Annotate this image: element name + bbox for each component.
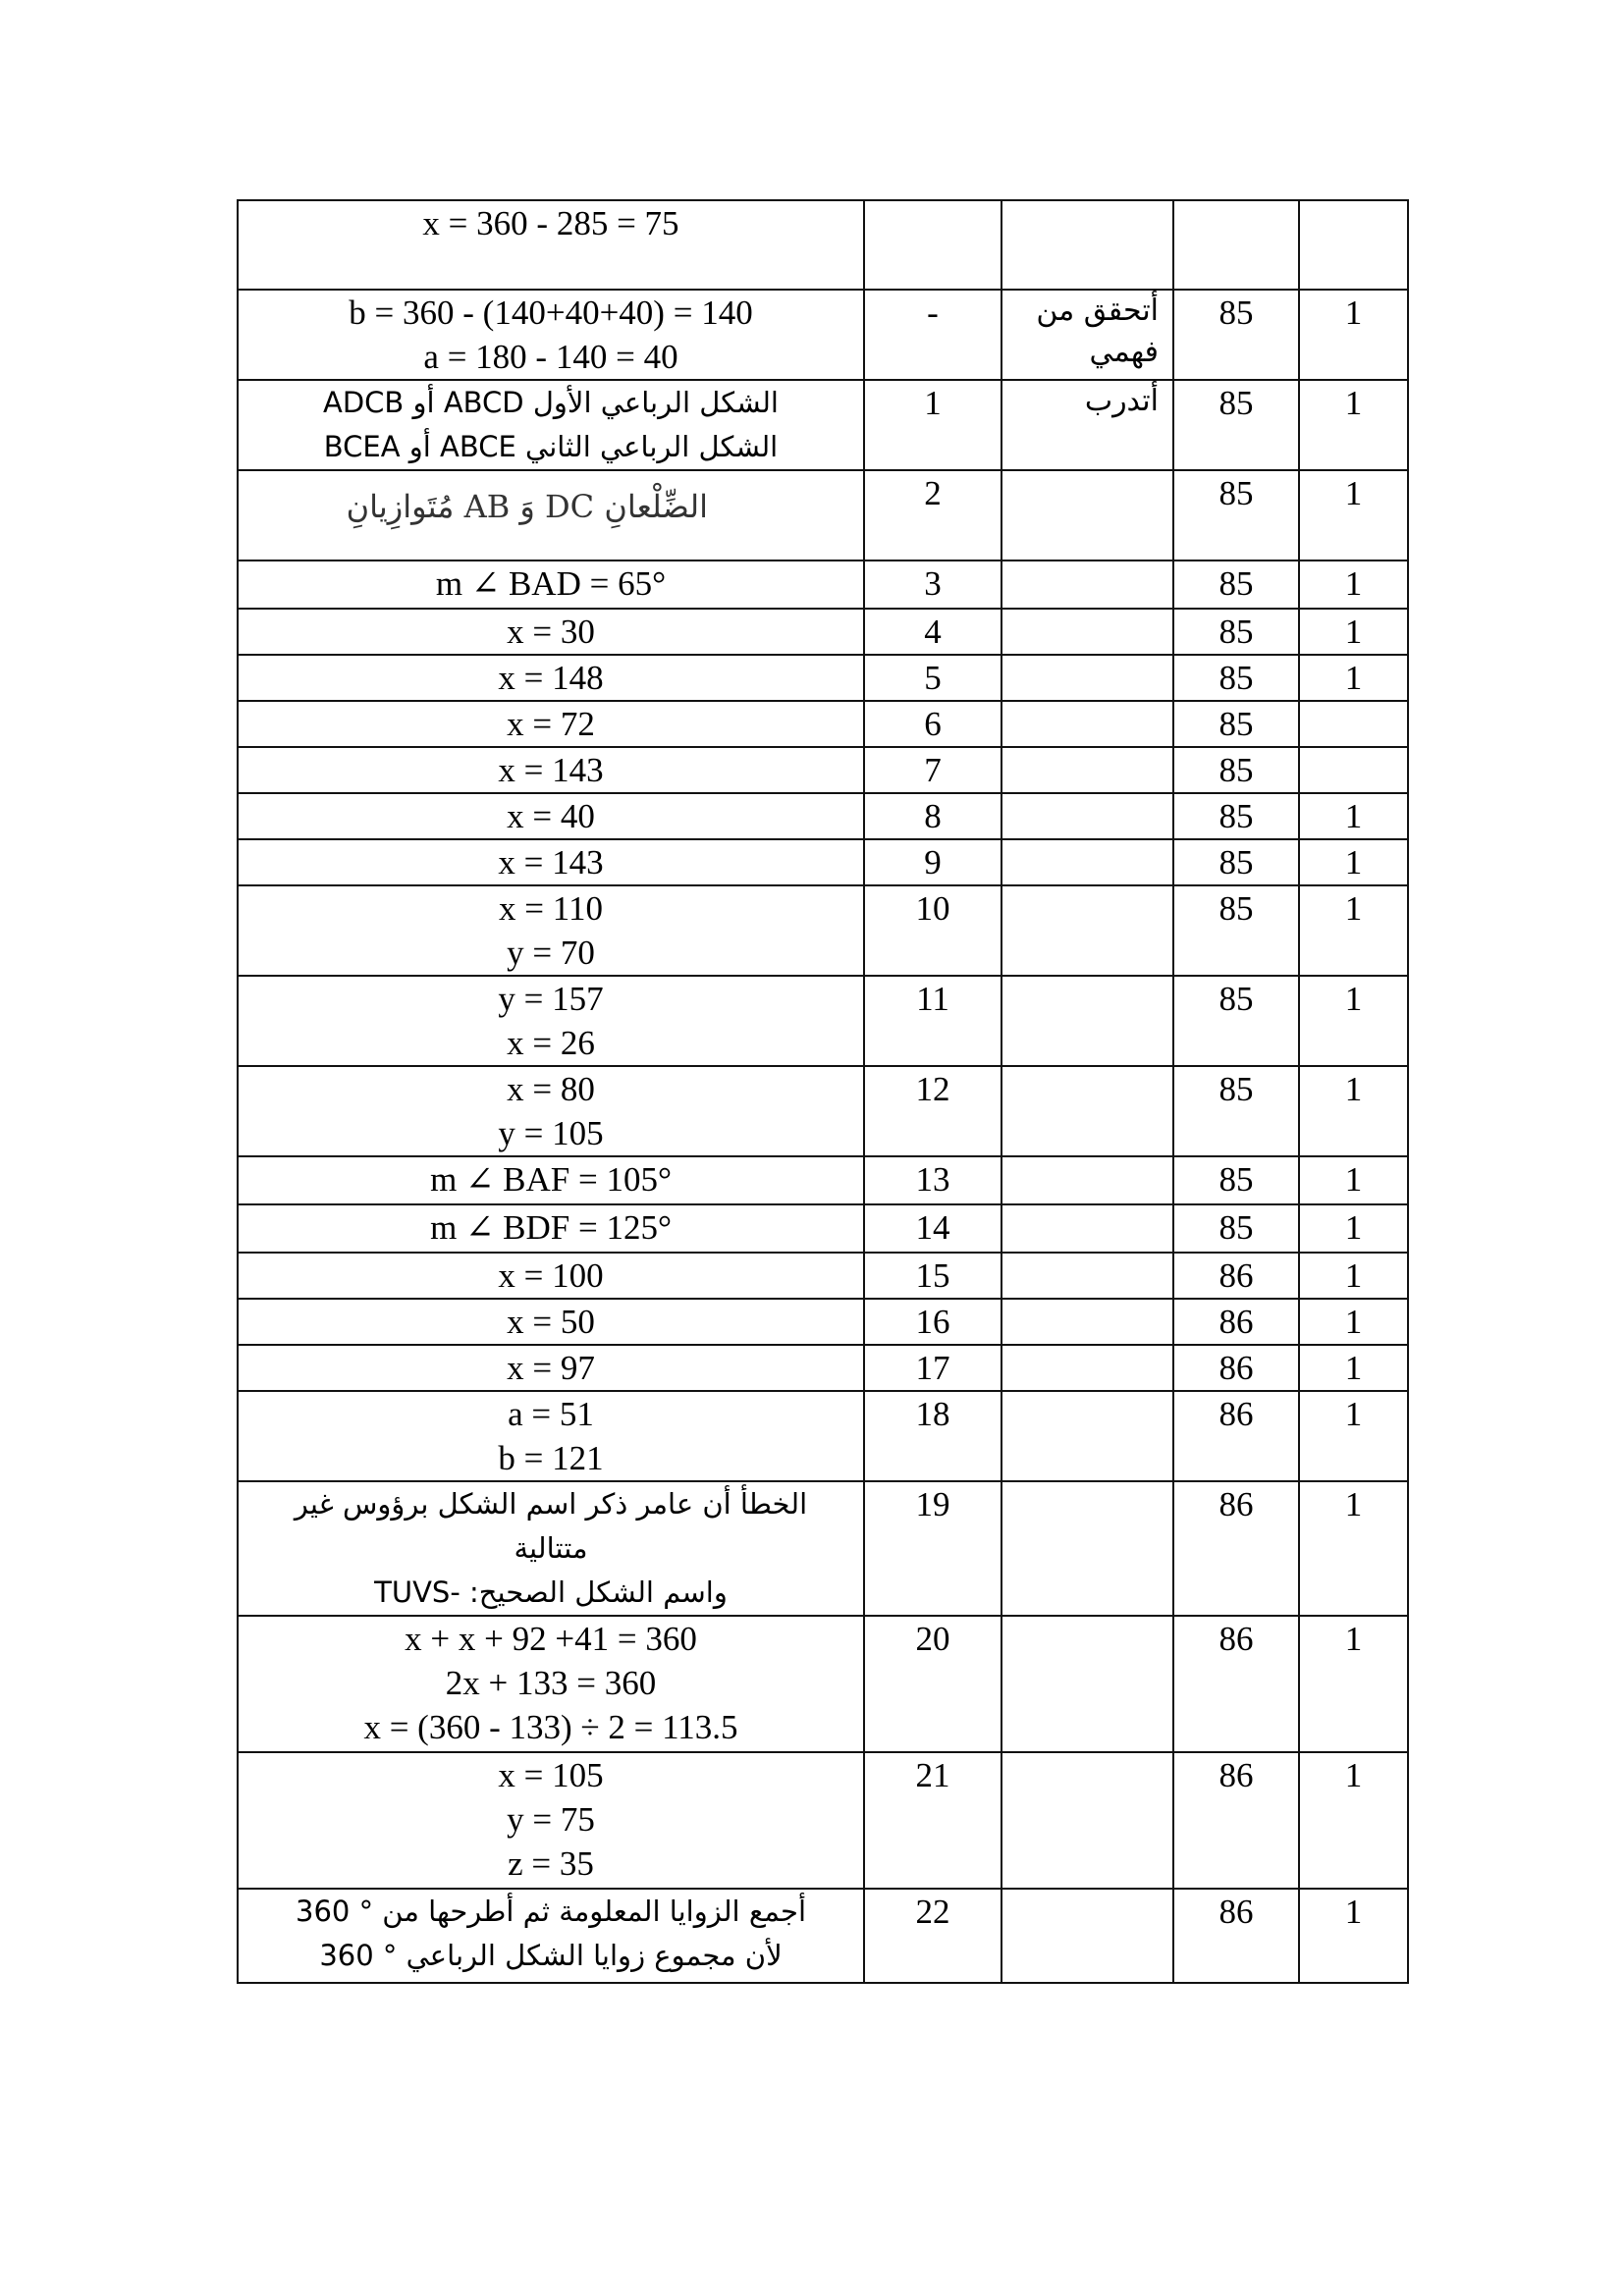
section-cell — [1001, 885, 1173, 976]
answer-cell — [238, 290, 864, 380]
answer-line: x = 360 - 285 = 75 — [422, 204, 679, 242]
table-row — [238, 1156, 1408, 1204]
page-number-cell: 86 — [1173, 1481, 1299, 1616]
lesson-number-cell: 1 — [1299, 976, 1408, 1066]
lesson-number-cell — [1299, 701, 1408, 747]
answer-line: أجمع الزوايا المعلومة ثم أطرحها من ° 360 لأن مجموع زوايا الشكل الرباعي ° 360 — [296, 1895, 806, 1972]
page-number-cell: 85 — [1173, 1156, 1299, 1204]
answer-cell — [238, 1616, 864, 1752]
answer-line: a = 180 - 140 = 40 — [423, 338, 678, 376]
section-cell — [1001, 655, 1173, 701]
answer-line: x = 100 — [498, 1256, 604, 1295]
table-row — [238, 1066, 1408, 1156]
table-row — [238, 561, 1408, 609]
answer-line: x = 143 — [498, 751, 604, 789]
page-number-cell: 85 — [1173, 1066, 1299, 1156]
lesson-number-cell: 1 — [1299, 1481, 1408, 1616]
answer-cell — [238, 1752, 864, 1889]
answer-line: x = 148 — [498, 659, 604, 697]
question-number-cell: 1 — [864, 380, 1001, 470]
question-number-cell: 15 — [864, 1253, 1001, 1299]
answer-line: y = 70 — [507, 934, 595, 972]
page-number-cell: 85 — [1173, 655, 1299, 701]
page-number-cell: 85 — [1173, 609, 1299, 655]
section-cell — [1001, 839, 1173, 885]
section-cell — [1001, 1889, 1173, 1983]
question-number-cell: 3 — [864, 561, 1001, 609]
page-number-cell: 85 — [1173, 290, 1299, 380]
answer-line: الشكل الرباعي الأول ABCD أو ADCB — [323, 386, 779, 419]
answer-cell — [238, 200, 864, 290]
table-row — [238, 885, 1408, 976]
answer-line: الخطأ أن عامر ذكر اسم الشكل برؤوس غير متتالية — [294, 1487, 808, 1565]
section-cell — [1001, 1066, 1173, 1156]
section-cell: أتحقق من فهمي — [1001, 290, 1173, 380]
section-cell: أتدرب — [1001, 380, 1173, 470]
question-number-cell: 11 — [864, 976, 1001, 1066]
question-number-cell: 16 — [864, 1299, 1001, 1345]
question-number-cell: 4 — [864, 609, 1001, 655]
page-number-cell: 86 — [1173, 1752, 1299, 1889]
section-cell — [1001, 1299, 1173, 1345]
answer-line: x = 143 — [498, 843, 604, 881]
table-row — [238, 1299, 1408, 1345]
section-cell — [1001, 200, 1173, 290]
answer-line: x = (360 - 133) ÷ 2 = 113.5 — [363, 1708, 738, 1746]
table-row — [238, 839, 1408, 885]
answer-line: x = 30 — [507, 613, 595, 651]
lesson-number-cell: 1 — [1299, 793, 1408, 839]
table-row — [238, 470, 1408, 561]
page-number-cell: 85 — [1173, 839, 1299, 885]
table-row — [238, 200, 1408, 290]
answer-line: x = 110 — [499, 889, 603, 928]
page-number-cell: 85 — [1173, 793, 1299, 839]
table-row — [238, 1616, 1408, 1752]
answer-line: 2x + 133 = 360 — [445, 1664, 657, 1702]
answer-line: m ∠ BDF = 125° — [430, 1208, 672, 1247]
answer-line: x = 50 — [507, 1303, 595, 1341]
lesson-number-cell: 1 — [1299, 380, 1408, 470]
question-number-cell: 13 — [864, 1156, 1001, 1204]
answer-cell — [238, 1253, 864, 1299]
table-row — [238, 380, 1408, 470]
answer-line: b = 360 - (140+40+40) = 140 — [349, 294, 753, 332]
page-number-cell: 85 — [1173, 747, 1299, 793]
answer-line: x + x + 92 +41 = 360 — [405, 1620, 697, 1658]
answer-key-table — [237, 199, 1409, 1984]
page-number-cell: 85 — [1173, 470, 1299, 561]
question-number-cell: 18 — [864, 1391, 1001, 1481]
table-row — [238, 1889, 1408, 1983]
table-row — [238, 1752, 1408, 1889]
section-cell — [1001, 1204, 1173, 1253]
page-number-cell: 86 — [1173, 1253, 1299, 1299]
table-row — [238, 609, 1408, 655]
section-cell — [1001, 1616, 1173, 1752]
question-number-cell: 14 — [864, 1204, 1001, 1253]
answer-line: b = 121 — [498, 1439, 604, 1477]
answer-cell — [238, 1345, 864, 1391]
answer-line: z = 35 — [508, 1844, 594, 1883]
table-row — [238, 701, 1408, 747]
answer-cell — [238, 839, 864, 885]
section-cell — [1001, 609, 1173, 655]
lesson-number-cell: 1 — [1299, 885, 1408, 976]
answer-cell — [238, 1156, 864, 1204]
section-cell — [1001, 470, 1173, 561]
section-cell — [1001, 793, 1173, 839]
lesson-number-cell: 1 — [1299, 1616, 1408, 1752]
lesson-number-cell: 1 — [1299, 1391, 1408, 1481]
answer-cell — [238, 747, 864, 793]
table-row — [238, 793, 1408, 839]
section-cell — [1001, 1253, 1173, 1299]
page-number-cell: 86 — [1173, 1299, 1299, 1345]
answer-cell — [238, 609, 864, 655]
answer-cell — [238, 655, 864, 701]
answer-cell — [238, 976, 864, 1066]
page-number-cell: 86 — [1173, 1889, 1299, 1983]
question-number-cell — [864, 200, 1001, 290]
question-number-cell: - — [864, 290, 1001, 380]
table-row — [238, 290, 1408, 380]
question-number-cell: 10 — [864, 885, 1001, 976]
answer-line: y = 105 — [498, 1114, 604, 1152]
lesson-number-cell: 1 — [1299, 655, 1408, 701]
lesson-number-cell: 1 — [1299, 1204, 1408, 1253]
question-number-cell: 22 — [864, 1889, 1001, 1983]
page-number-cell: 86 — [1173, 1345, 1299, 1391]
lesson-number-cell: 1 — [1299, 1253, 1408, 1299]
answer-cell — [238, 1889, 864, 1983]
section-cell — [1001, 1391, 1173, 1481]
section-cell — [1001, 976, 1173, 1066]
table-row — [238, 1391, 1408, 1481]
lesson-number-cell: 1 — [1299, 561, 1408, 609]
answer-cell — [238, 1204, 864, 1253]
answer-line: x = 105 — [498, 1756, 604, 1794]
lesson-number-cell — [1299, 200, 1408, 290]
page-number-cell: 85 — [1173, 701, 1299, 747]
answer-line: x = 40 — [507, 797, 595, 835]
answer-cell — [238, 1066, 864, 1156]
lesson-number-cell: 1 — [1299, 609, 1408, 655]
page-number-cell: 85 — [1173, 380, 1299, 470]
section-cell — [1001, 1752, 1173, 1889]
table-row — [238, 1481, 1408, 1616]
table-row — [238, 1253, 1408, 1299]
lesson-number-cell: 1 — [1299, 1156, 1408, 1204]
answer-cell — [238, 1299, 864, 1345]
answer-cell — [238, 561, 864, 609]
table-row — [238, 655, 1408, 701]
lesson-number-cell: 1 — [1299, 1889, 1408, 1983]
lesson-number-cell: 1 — [1299, 839, 1408, 885]
question-number-cell: 19 — [864, 1481, 1001, 1616]
lesson-number-cell: 1 — [1299, 1066, 1408, 1156]
answer-cell — [238, 701, 864, 747]
question-number-cell: 2 — [864, 470, 1001, 561]
question-number-cell: 5 — [864, 655, 1001, 701]
answer-line: a = 51 — [508, 1395, 594, 1433]
question-number-cell: 20 — [864, 1616, 1001, 1752]
lesson-number-cell: 1 — [1299, 290, 1408, 380]
answer-line: x = 97 — [507, 1349, 595, 1387]
page-number-cell: 86 — [1173, 1616, 1299, 1752]
answer-line: m ∠ BAD = 65° — [435, 564, 667, 603]
section-cell — [1001, 1345, 1173, 1391]
answer-line: y = 157 — [498, 980, 604, 1018]
answer-line: x = 80 — [507, 1070, 595, 1108]
answer-line: m ∠ BAF = 105° — [430, 1160, 672, 1199]
section-cell — [1001, 1481, 1173, 1616]
lesson-number-cell: 1 — [1299, 470, 1408, 561]
page-number-cell: 85 — [1173, 1204, 1299, 1253]
answer-cell — [238, 1481, 864, 1616]
question-number-cell: 7 — [864, 747, 1001, 793]
lesson-number-cell: 1 — [1299, 1752, 1408, 1889]
lesson-number-cell: 1 — [1299, 1299, 1408, 1345]
section-cell — [1001, 747, 1173, 793]
page-number-cell: 85 — [1173, 561, 1299, 609]
page-number-cell: 85 — [1173, 885, 1299, 976]
answer-line: x = 72 — [507, 705, 595, 743]
answer-line: y = 75 — [507, 1800, 595, 1839]
section-cell — [1001, 561, 1173, 609]
answer-cell — [238, 1391, 864, 1481]
question-number-cell: 8 — [864, 793, 1001, 839]
page-number-cell — [1173, 200, 1299, 290]
lesson-number-cell — [1299, 747, 1408, 793]
page-number-cell: 85 — [1173, 976, 1299, 1066]
answer-cell — [238, 470, 864, 561]
table-row — [238, 747, 1408, 793]
section-cell — [1001, 701, 1173, 747]
question-number-cell: 12 — [864, 1066, 1001, 1156]
question-number-cell: 6 — [864, 701, 1001, 747]
page-number-cell: 86 — [1173, 1391, 1299, 1481]
answer-line: x = 26 — [507, 1024, 595, 1062]
answer-line: الضِّلْعانِ DC وَ AB مُتَوازِيانِ — [346, 488, 708, 525]
section-cell — [1001, 1156, 1173, 1204]
answer-cell — [238, 885, 864, 976]
answer-line: الشكل الرباعي الثاني ABCE أو BCEA — [323, 430, 779, 463]
question-number-cell: 9 — [864, 839, 1001, 885]
question-number-cell: 17 — [864, 1345, 1001, 1391]
answer-cell — [238, 793, 864, 839]
answer-line: واسم الشكل الصحيح: -TUVS — [374, 1575, 728, 1609]
table-row — [238, 1345, 1408, 1391]
answer-cell — [238, 380, 864, 470]
question-number-cell: 21 — [864, 1752, 1001, 1889]
table-row — [238, 976, 1408, 1066]
lesson-number-cell: 1 — [1299, 1345, 1408, 1391]
table-row — [238, 1204, 1408, 1253]
